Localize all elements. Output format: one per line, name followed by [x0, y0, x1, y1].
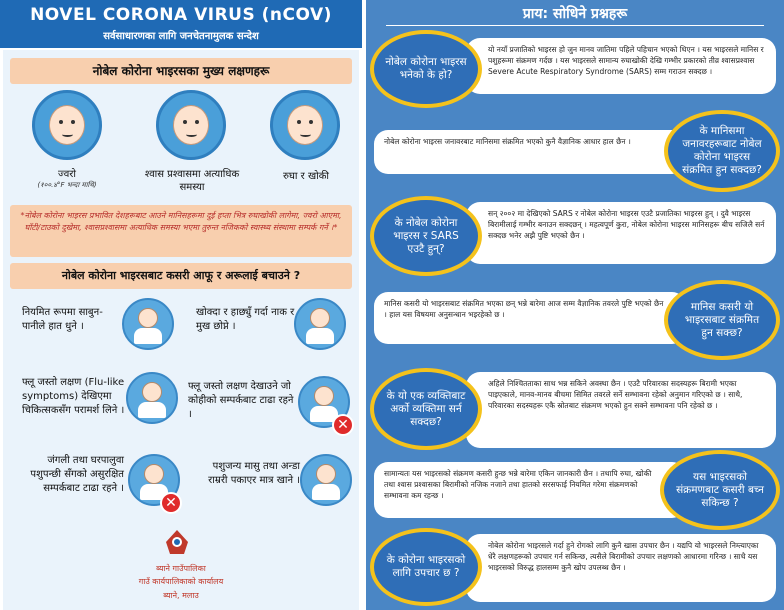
faq-poster: [366, 0, 784, 610]
faq-question: नोबेल कोरोना भाइरस भनेको के हो?: [370, 30, 482, 108]
faq-title: प्राय: सोधिने प्रश्नहरू: [522, 6, 628, 22]
faq-answer: यो नयाँ प्रजातिको भाइरस हो जुन मानव जातिमा पहिले पहिचान भएको थिएन । यस भाइरसले मानिस र पशुहरूमा संक्रमण गर्दछ । यस भाइरसले सामान्य रुघाखोकी देखि गम्भीर प्रकारको तीव्र श्वासप्रश्वास Severe Acute Respiratory Syndrome (SARS) सम्म गराउन सक्दछ ।: [466, 38, 776, 94]
poster-header: [0, 0, 362, 48]
prevention-item: खोक्दा र हाछ्युँ गर्दा नाक र मुख छोप्ने ।: [196, 307, 295, 332]
prevention-item: जंगली तथा घरपालुवा पशुपन्छी सँगको असुरक्षित सम्पर्कबाट टाढा रहने ।: [30, 455, 124, 494]
org-name: ब्याने गाउँपालिका: [156, 564, 206, 573]
faq-answer: नोबेल कोरोना भाइरस जनावरबाट मानिसमा संक्रमित भएको कुनै वैज्ञानिक आधार हाल छैन ।: [374, 130, 686, 174]
fever-icon: [32, 90, 102, 160]
org-location: ब्याने, मलाउ: [163, 591, 199, 600]
faq-answer: नोबेल कोरोना भाइरसले गर्दा हुने रोगको लागि कुनै खास उपचार छैन । यद्यपि यो भाइरसले निम्त्याएका धेरै लक्षणहरूको उपचार गर्न सकिन्छ, त्यसैले बिरामीको उपचार लक्षणको आधारमा गरिन्छ । साथै यस भाइरसको विरुद्ध हालसम्म कुनै खोप उपलब्ध छैन ।: [466, 534, 776, 602]
breathing-problem-icon: [156, 90, 226, 160]
prevention-item: फ्लू जस्तो लक्षण देखाउने जो कोहीको सम्पर्कबाट टाढा रहने ।: [188, 381, 294, 420]
title-divider: [386, 25, 764, 26]
prohibited-icon: ✕: [332, 414, 354, 436]
faq-question: यस भाइरसको संक्रमणबाट कसरी बच्न सकिन्छ ?: [660, 450, 780, 530]
prohibited-icon: ✕: [160, 492, 182, 514]
doctor-consult-icon: [126, 372, 178, 424]
prevention-item: नियमित रूपमा साबुन-पानीले हात धुने ।: [22, 307, 103, 332]
symptoms-heading: नोबेल कोरोना भाइरसका मुख्य लक्षणहरू: [10, 58, 352, 84]
faq-answer: अहिले निश्चितताका साथ भन्न सकिने अवस्था छैन । एउटै परिवारका सदस्यहरू बिरामी भएका पाइएकाले, मानव-मानव बीचमा सिमित तवरले सर्ने सम्भावना रहेको अनुमान गरिएको छ । साथै, परिवारका सदस्यहरू एकै स्रोतबाट संक्रमण भएको हुन सक्ने सम्भावना पनि रहेको छ ।: [466, 372, 776, 448]
prevention-item: फ्लू जस्तो लक्षण (Flu-like symptoms) देखिएमा चिकित्सकसँग परामर्श लिने ।: [22, 377, 125, 416]
symptom-label: रुघा र खोकी: [283, 171, 329, 182]
cough-icon: [270, 90, 340, 160]
faq-question: मानिस कसरी यो भाइरसबाट संक्रमित हुन सक्छ?: [664, 280, 780, 360]
government-emblem-icon: [160, 528, 194, 556]
cooking-pot-icon: [300, 454, 352, 506]
symptom-sublabel: (१००.४°F भन्दा माथि): [37, 181, 97, 189]
handwash-icon: [122, 298, 174, 350]
faq-question: के मानिसमा जनावरहरूबाट नोबेल कोरोना भाइरस संक्रमित हुन सक्दछ?: [664, 110, 780, 192]
poster-title: NOVEL CORONA VIRUS (nCOV): [30, 5, 332, 25]
faq-question: के नोबेल कोरोना भाइरस र SARS एउटै हुन्?: [370, 196, 482, 276]
symptom-label: ज्वरो: [58, 169, 76, 180]
faq-answer: सामान्यतः यस भाइरसको संक्रमण कसरी हुन्छ भन्ने बारेमा एकिन जानकारी छैन । तथापि रुघा, खोकी तथा श्वास प्रश्वासका बिरामीको नजिक नजाने तथा हातको सरसफाई नियमित गरेमा संक्रमणको सम्भावना कम रहन्छ ।: [374, 462, 686, 518]
org-office: गाउँ कार्यपालिकाको कार्यालय: [138, 577, 224, 586]
faq-question: के कोरोना भाइरसको लागि उपचार छ ?: [370, 528, 482, 606]
notice-box: *नोबेल कोरोना भाइरस प्रभावित देशहरूबाट आउने मानिसहरूमा दुई हप्ता भित्र रुघाखोकी लागेमा, ज्वरो आएमा, घाँटी/टाउको दुखेमा, श्वासप्रश्वासमा अत्याधिक समस्या भएमा तुरुन्त नजिकको स्वास्थ्य संस्थामा सम्पर्क गर्ने ।*: [10, 205, 352, 257]
faq-question: के यो एक व्यक्तिबाट अर्को व्यक्तिमा सर्न सक्दछ?: [370, 368, 482, 450]
poster-subtitle: सर्वसाधारणका लागि जनचेतनामुलक सन्देश: [103, 31, 259, 42]
left-poster: [0, 0, 362, 610]
prevention-heading: नोबेल कोरोना भाइरसबाट कसरी आफू र अरूलाई बचाउने ?: [10, 263, 352, 289]
faq-answer: मानिस कसरी यो भाइरसबाट संक्रमित भएका छन् भन्ने बारेमा आज सम्म वैज्ञानिक तवरले पुष्टि भएको छैन । हाल यस विषयमा अनुसन्धान भइरहेको छ ।: [374, 292, 686, 344]
symptom-label: श्वास प्रश्वासमा अत्याधिक समस्या: [144, 169, 240, 193]
prevention-item: पशुजन्य मासु तथा अन्डा राम्ररी पकाएर मात्र खाने ।: [208, 461, 300, 486]
faq-answer: सन् २००२ मा देखिएको SARS र नोबेल कोरोना भाइरस एउटै प्रजातिका भाइरस हुन् । दुवै भाइरस बिरामीलाई गम्भीर बनाउन सक्दछन् । महत्वपूर्ण कुरा, नोबेल कोरोना भाइरस मानिसहरू बीच सजिलै सर्न सक्दछ भनेर अझै पुष्टि भएको छैन ।: [466, 202, 776, 264]
cover-mouth-icon: [294, 298, 346, 350]
